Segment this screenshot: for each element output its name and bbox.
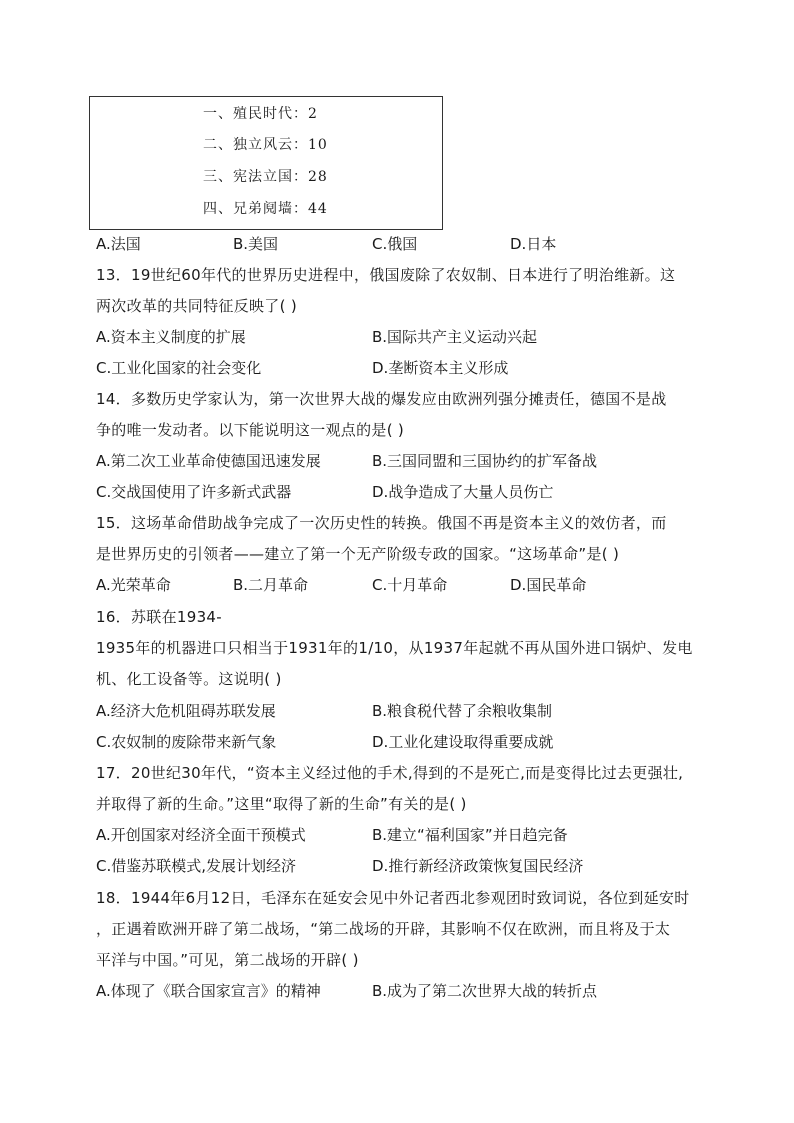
q15-stem-line: 是世界历史的引领者——建立了第一个无产阶级专政的国家。“这场革命”是( ) [96, 545, 620, 563]
q16-option-d: D.工业化建设取得重要成就 [372, 733, 554, 751]
q16-stem-line: 1935年的机器进口只相当于1931年的1/10，从1937年起就不再从国外进口锅炉、发电 [96, 639, 693, 657]
q18-option-a: A.体现了《联合国家宣言》的精神 [96, 982, 321, 1000]
q16-option-a: A.经济大危机阻碍苏联发展 [96, 702, 276, 720]
q15-stem-line: 15．这场革命借助战争完成了一次历史性的转换。俄国不再是资本主义的效仿者，而 [96, 514, 667, 532]
q17-option-d: D.推行新经济政策恢复国民经济 [372, 857, 584, 875]
q18-option-b: B.成为了第二次世界大战的转折点 [372, 982, 598, 1000]
q14-option-c: C.交战国使用了许多新式武器 [96, 483, 292, 501]
q14-option-d: D.战争造成了大量人员伤亡 [372, 483, 554, 501]
q12-option-d: D.日本 [510, 235, 557, 253]
q18-stem-line: 平洋与中国。”可见，第二战场的开辟( ) [96, 951, 359, 969]
q13-option-c: C.工业化国家的社会变化 [96, 359, 262, 377]
toc-item: 一、殖民时代：2 [203, 106, 318, 122]
q16-option-c: C.农奴制的废除带来新气象 [96, 733, 277, 751]
q16-stem-line: 机、化工设备等。这说明( ) [96, 670, 282, 688]
q13-stem-line: 13．19世纪60年代的世界历史进程中，俄国废除了农奴制、日本进行了明治维新。这 [96, 266, 676, 284]
q18-stem-line: ，正遇着欧洲开辟了第二战场，“第二战场的开辟，其影响不仅在欧洲，而且将及于太 [96, 920, 671, 938]
q15-option-a: A.光荣革命 [96, 576, 171, 594]
q13-option-b: B.国际共产主义运动兴起 [372, 328, 538, 346]
toc-item: 四、兄弟阋墙：44 [203, 201, 328, 217]
q17-stem-line: 并取得了新的生命。”这里“取得了新的生命”有关的是( ) [96, 795, 467, 813]
q14-stem-line: 14．多数历史学家认为，第一次世界大战的爆发应由欧洲列强分摊责任，德国不是战 [96, 390, 667, 408]
q14-stem-line: 争的唯一发动者。以下能说明这一观点的是( ) [96, 421, 405, 439]
q17-option-a: A.开创国家对经济全面干预模式 [96, 826, 306, 844]
q12-option-a: A.法国 [96, 235, 141, 253]
q13-option-d: D.垄断资本主义形成 [372, 359, 509, 377]
toc-item: 二、独立风云：10 [203, 137, 328, 153]
q12-option-c: C.俄国 [372, 235, 418, 253]
toc-item: 三、宪法立国：28 [203, 169, 328, 185]
q16-option-b: B.粮食税代替了余粮收集制 [372, 702, 553, 720]
q12-option-b: B.美国 [233, 235, 279, 253]
q13-stem-line: 两次改革的共同特征反映了( ) [96, 297, 297, 315]
q16-stem-line: 16．苏联在1934- [96, 608, 222, 626]
q14-option-b: B.三国同盟和三国协约的扩军备战 [372, 452, 598, 470]
q15-option-b: B.二月革命 [233, 576, 309, 594]
q17-option-b: B.建立“福利国家”并日趋完备 [372, 826, 568, 844]
q17-stem-line: 17．20世纪30年代，“资本主义经过他的手术,得到的不是死亡,而是变得比过去更强壮, [96, 764, 684, 782]
q14-option-a: A.第二次工业革命使德国迅速发展 [96, 452, 321, 470]
q15-option-d: D.国民革命 [510, 576, 587, 594]
q13-option-a: A.资本主义制度的扩展 [96, 328, 246, 346]
q18-stem-line: 18．1944年6月12日，毛泽东在延安会见中外记者西北参观团时致词说，各位到延安时 [96, 889, 690, 907]
q15-option-c: C.十月革命 [372, 576, 448, 594]
q17-option-c: C.借鉴苏联模式,发展计划经济 [96, 857, 297, 875]
